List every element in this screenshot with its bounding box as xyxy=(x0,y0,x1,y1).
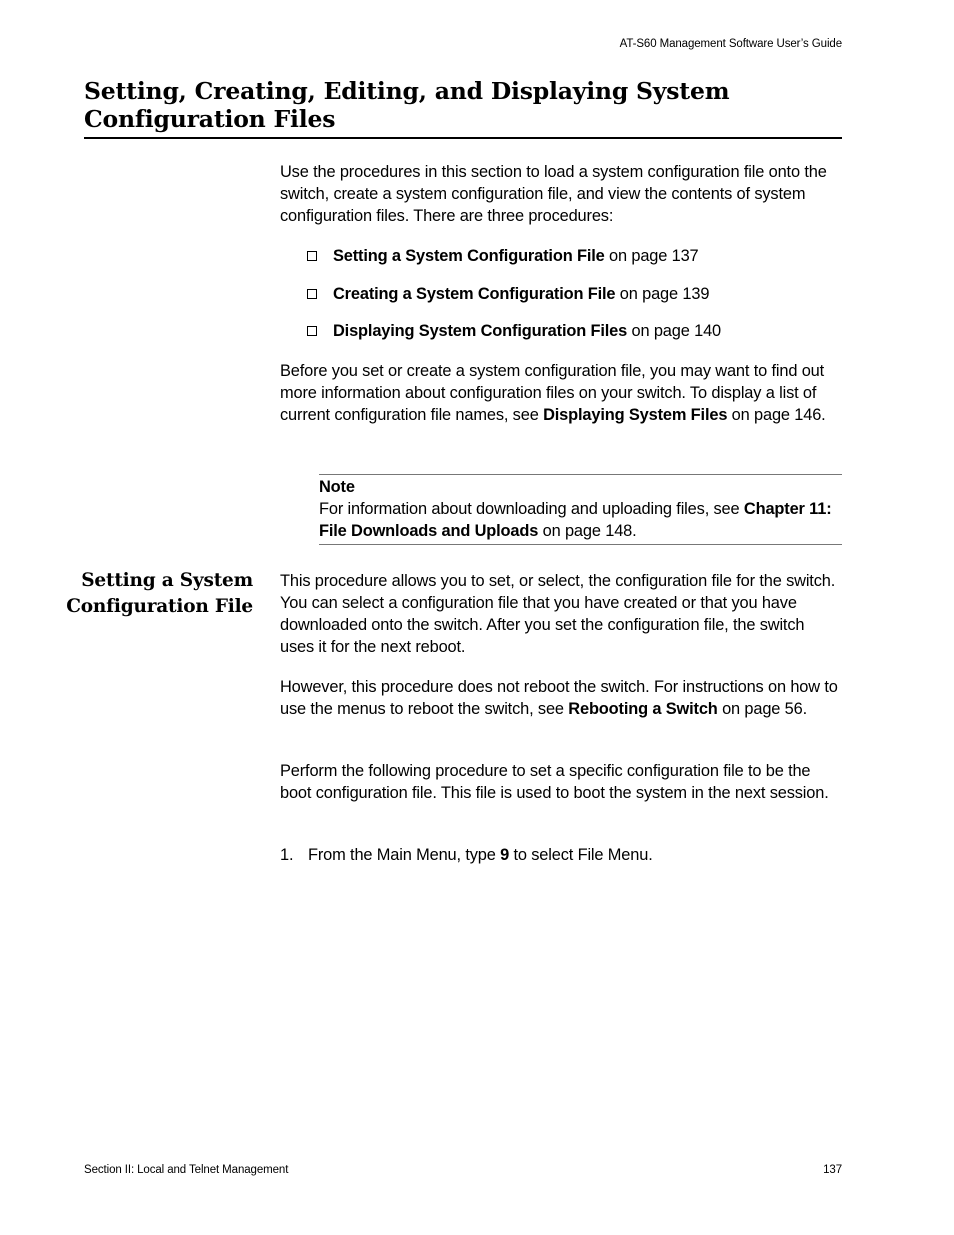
rebooting-switch-link[interactable]: Rebooting a Switch xyxy=(568,700,718,718)
running-head: AT-S60 Management Software User’s Guide xyxy=(619,38,842,50)
section-title: Setting, Creating, Editing, and Displaying System Configuration Files xyxy=(84,77,730,133)
step-key: 9 xyxy=(500,846,510,864)
procedure-item xyxy=(307,245,842,267)
step-1 xyxy=(280,844,842,866)
title-rule xyxy=(84,137,842,139)
subsection-para-2 xyxy=(280,676,842,720)
chapter-11-link[interactable]: Chapter 11: File Downloads and Uploads xyxy=(319,500,832,540)
before-tail: on page 146. xyxy=(727,406,826,424)
before-text: Before you set or create a system configuration file, you may want to find out more information about configuration files on your switch. To display a list of current configuration file names, see xyxy=(280,362,825,424)
procedure-page: on page 139 xyxy=(615,285,710,303)
note-text: For information about downloading and uploading files, see xyxy=(319,500,744,518)
para-2-text: However, this procedure does not reboot the switch. For instructions on how to use the menus to reboot the switch, see xyxy=(280,678,838,718)
intro-text: Use the procedures in this section to load a system configuration file onto the switch, create a system configuration file, and view the contents of system configuration files. There are three procedures: xyxy=(280,163,827,225)
procedure-link[interactable]: Creating a System Configuration File xyxy=(333,285,616,303)
subsection-para-1 xyxy=(280,570,842,658)
para-1-text: This procedure allows you to set, or select, the configuration file for the switch. You can select a configuration file that you have created or that you have downloaded onto the switch. After you set the configuration file, the switch uses it for the next reboot. xyxy=(280,572,836,656)
before-paragraph xyxy=(280,360,842,426)
para-3-text: Perform the following procedure to set a specific configuration file to be the boot configuration file. This file is used to boot the system in the next session. xyxy=(280,762,829,802)
footer-section-label: Section II: Local and Telnet Management xyxy=(84,1164,289,1176)
step-text: From the Main Menu, type xyxy=(308,846,501,864)
step-number: 1. xyxy=(280,846,294,864)
checkbox-bullet-icon xyxy=(307,326,317,336)
note-label: Note xyxy=(319,478,355,496)
step-tail: to select File Menu. xyxy=(509,846,653,864)
procedure-item xyxy=(307,320,842,342)
intro-paragraph xyxy=(280,161,842,227)
note-tail: on page 148. xyxy=(538,522,637,540)
procedure-item xyxy=(307,283,842,305)
para-2-tail: on page 56. xyxy=(717,700,808,718)
footer-page-number: 137 xyxy=(823,1164,842,1176)
displaying-system-files-link[interactable]: Displaying System Files xyxy=(543,406,728,424)
subsection-title: Setting a System Configuration File xyxy=(66,570,253,617)
procedure-link[interactable]: Displaying System Configuration Files xyxy=(333,322,628,340)
procedure-link[interactable]: Setting a System Configuration File xyxy=(333,247,605,265)
subsection-para-3 xyxy=(280,760,842,804)
note-box xyxy=(319,474,842,545)
checkbox-bullet-icon xyxy=(307,289,317,299)
procedure-page: on page 137 xyxy=(604,247,699,265)
procedure-page: on page 140 xyxy=(627,322,721,340)
checkbox-bullet-icon xyxy=(307,251,317,261)
